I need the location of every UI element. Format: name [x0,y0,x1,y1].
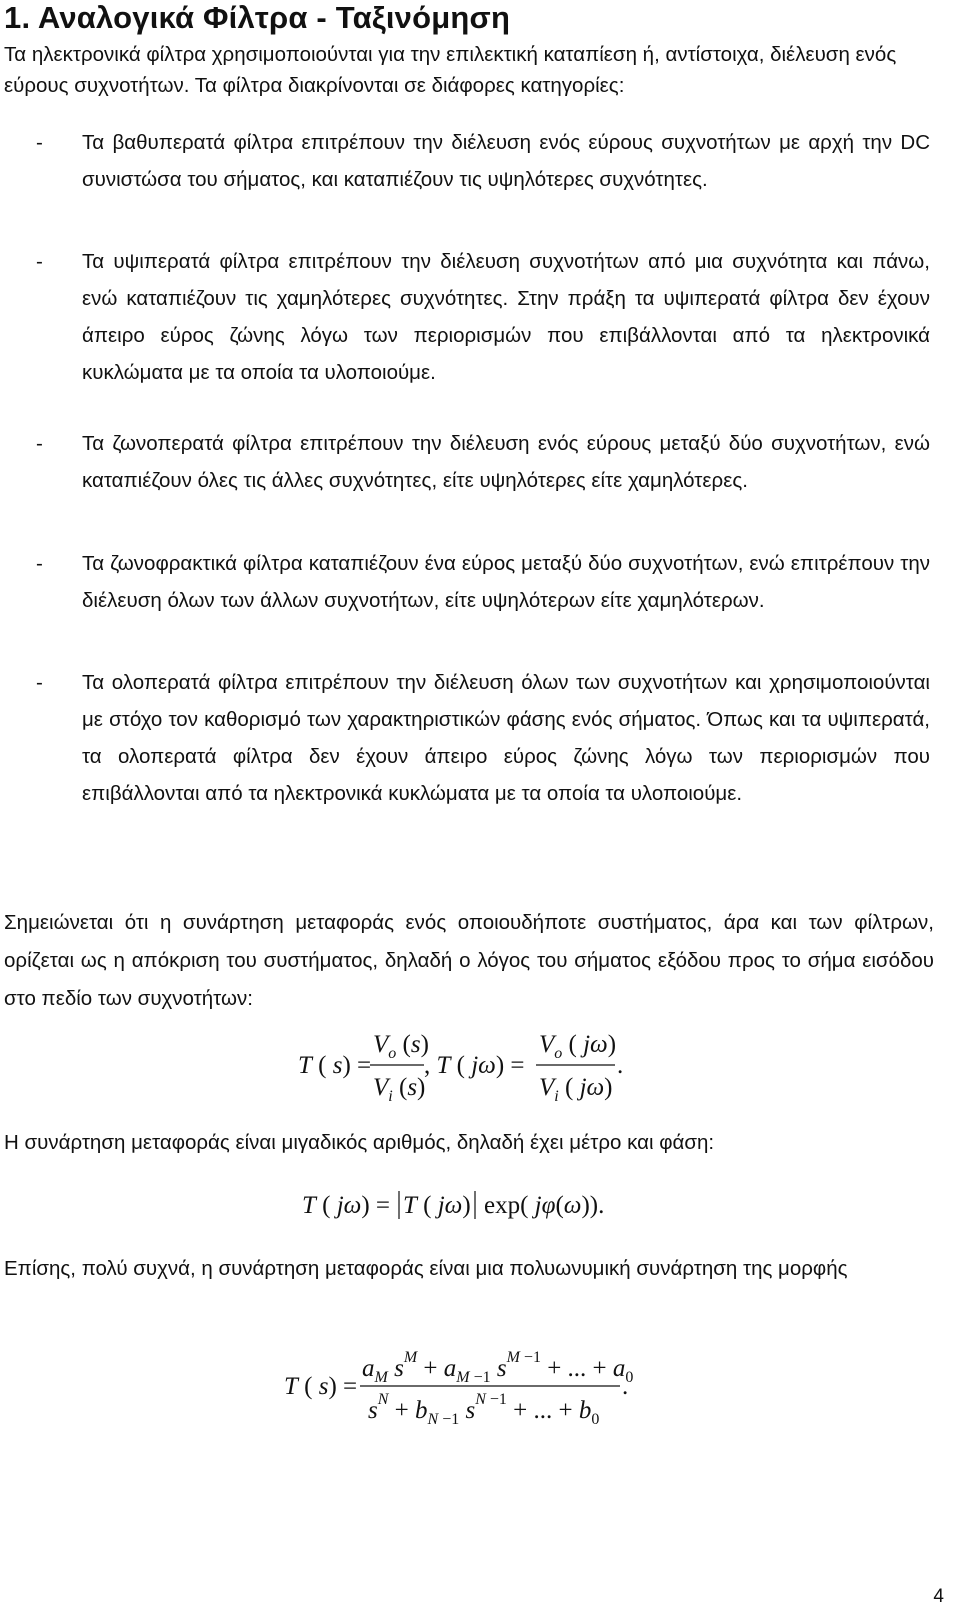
equation-magnitude-phase [300,1186,640,1233]
list-item-text: Τα ζωνοπερατά φίλτρα επιτρέπουν την διέλευση ενός εύρους μεταξύ δύο συχνοτήτων, ενώ καταπιέζουν όλες τις άλλες συχνότητες, είτε υψηλότερες είτε χαμηλότερες. [82,432,930,492]
complex-number-paragraph: Η συνάρτηση μεταφοράς είναι μιγαδικός αριθμός, δηλαδή έχει μέτρο και φάση: [4,1131,715,1154]
equation-polynomial-ratio [282,1340,662,1447]
list-dash: - [36,131,43,154]
svg-text:Vo (s): $V_o$ (s) [373,1031,429,1062]
list-dash: - [36,432,43,455]
list-dash: - [36,552,43,575]
svg-text:T ( jω) =: T ( jω) = [302,1192,391,1219]
list-item-text: Τα ζωνοφρακτικά φίλτρα καταπιέζουν ένα εύρος μεταξύ δύο συχνοτήτων, ενώ επιτρέπουν την διέλευση όλων των άλλων συχνοτήτων, είτε υψηλότερων είτε χαμηλότερων. [82,552,930,612]
list-dash: - [36,671,43,694]
svg-text:Vo ( jω): $V_o$ ( jω) [539,1031,617,1062]
svg-text:sN + bN −1 sN −1 + ... + b0: $s^N + b_{N -1}$ $s^{N -1}$ + ... + $b_0$ [368,1391,600,1428]
section-heading: 1. Αναλογικά Φίλτρα - Ταξινόμηση [4,0,511,35]
intro-paragraph: Τα ηλεκτρονικά φίλτρα χρησιμοποιούνται για την επιλεκτική καταπίεση ή, αντίστοιχα, διέλευση ενός εύρους συχνοτήτων. Τα φίλτρα διακρίνονται σε διάφορες κατηγορίες: [4,43,897,97]
list-item-text: Τα βαθυπερατά φίλτρα επιτρέπουν την διέλευση ενός εύρους συχνοτήτων με αρχή την DC συνιστώσα του σήματος, και καταπιέζουν τις υψηλότερες συχνότητες. [82,131,930,191]
svg-text:Vi ( jω): $V_i$ ( jω) [539,1074,613,1105]
svg-text:.: . [622,1373,629,1400]
list-item-text: Τα υψιπερατά φίλτρα επιτρέπουν την διέλευση συχνοτήτων από μια συχνότητα και πάνω, ενώ καταπιέζουν τις χαμηλότερες συχνότητες. Στην πράξη τα υψιπερατά φίλτρα δεν έχουν άπειρο εύρος ζώνης λόγω των περιορισμών που επιβάλλονται από τα ηλεκτρονικά κυκλώματα με τα οποία τα υλοποιούμε. [82,250,930,384]
page-number: 4 [933,1586,944,1607]
svg-text:exp( jφ(ω)).: exp( jφ(ω)). [484,1192,605,1219]
svg-text:Vi (s): $V_i$ (s) [373,1074,426,1105]
svg-text:T ( s) =: T ( s) = [284,1373,358,1400]
list-dash: - [36,250,43,273]
svg-text:, T ( jω) =: , T ( jω) = [424,1052,525,1079]
equation-transfer-ratio [290,1022,650,1119]
polynomial-paragraph: Επίσης, πολύ συχνά, η συνάρτηση μεταφοράς είναι μια πολυωνυμική συνάρτηση της μορφής [4,1257,848,1280]
svg-text:T ( s) =: T ( s) = [298,1052,372,1079]
svg-text:aM sM + aM −1 sM −1 + ... +: $a_M$ $s^M + a_{M -1}$ $s^{M -1}$ + ... + $a_0$ [362,1349,634,1386]
list-item-text: Τα ολοπερατά φίλτρα επιτρέπουν την διέλευση όλων των συχνοτήτων και χρησιμοποιούνται με στόχο τον καθορισμό των χαρακτηριστικών φάσης ενός σήματος. Όπως και τα υψιπερατά, τα ολοπερατά φίλτρα δεν έχουν άπειρο εύρος ζώνης λόγω των περιορισμών που επιβάλλονται από τα ηλεκτρονικά κυκλώματα με τα οποία τα υλοποιούμε. [82,671,930,805]
svg-text:.: . [617,1052,624,1079]
transfer-function-paragraph: Σημειώνεται ότι η συνάρτηση μεταφοράς ενός οποιουδήποτε συστήματος, άρα και των φίλτρων, ορίζεται ως η απόκριση του συστήματος, δηλαδή ο λόγος του σήματος εξόδου προς το σήμα εισόδου στο πεδίο των συχνοτήτων: [4,911,934,1010]
svg-text:T ( jω): T ( jω) [403,1192,471,1219]
